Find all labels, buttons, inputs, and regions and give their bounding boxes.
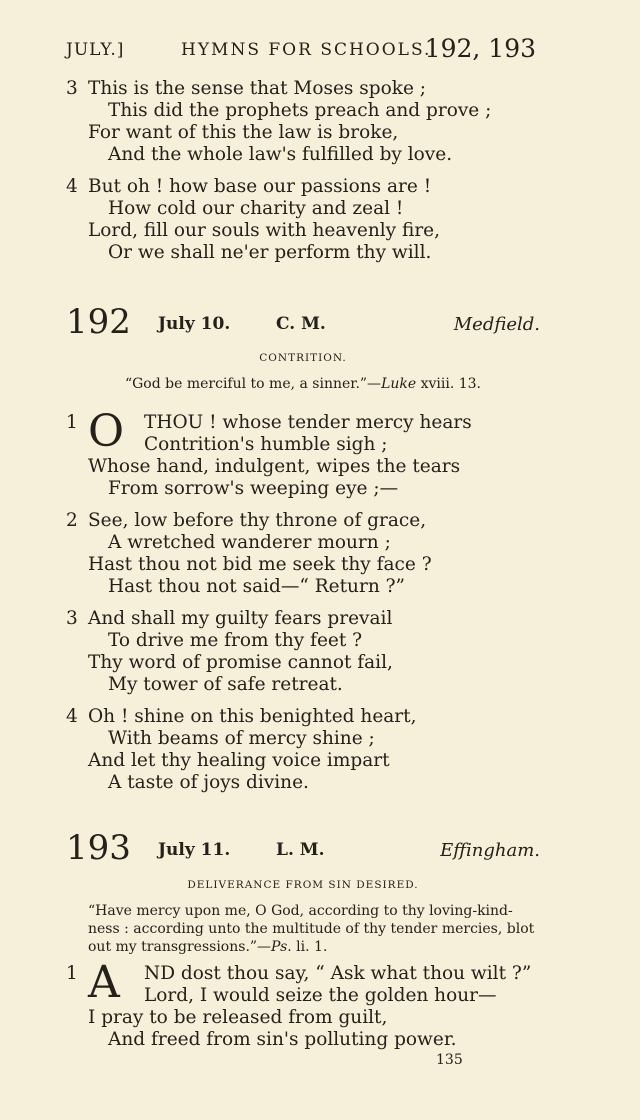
stanza-line: And the whole law's fulfilled by love. bbox=[108, 144, 453, 165]
hymn-192-stanza-1 bbox=[66, 406, 472, 500]
drop-cap: A bbox=[88, 957, 120, 1008]
stanza-line: See, low before thy throne of grace, bbox=[88, 510, 427, 531]
stanza-number: 4 bbox=[66, 706, 78, 727]
stanza-line: ND dost thou say, “ Ask what thou wilt ?” bbox=[144, 963, 532, 984]
scripture-line: “Have mercy upon me, O God, according to thy loving-kind- bbox=[88, 903, 513, 919]
scripture-line: ness : according unto the multitude of thy tender mercies, blot bbox=[88, 921, 535, 937]
stanza-line: How cold our charity and zeal ! bbox=[108, 198, 404, 219]
stanza-line: For want of this the law is broke, bbox=[88, 122, 399, 143]
stanza-number: 1 bbox=[66, 963, 78, 984]
hymn-meter: L. M. bbox=[276, 840, 325, 860]
running-head-title: HYMNS FOR SCHOOLS. bbox=[181, 40, 432, 60]
stanza-line: But oh ! how base our passions are ! bbox=[88, 176, 432, 197]
stanza-line: Contrition's humble sigh ; bbox=[144, 434, 388, 455]
stanza-line: And let thy healing voice impart bbox=[88, 750, 390, 771]
stanza-line: And freed from sin's polluting power. bbox=[108, 1029, 457, 1050]
stanza-line: Thy word of promise cannot fail, bbox=[88, 652, 393, 673]
stanza-line: To drive me from thy feet ? bbox=[108, 630, 363, 651]
hymn-date: July 10. bbox=[158, 314, 231, 334]
running-head-hymn-numbers: 192, 193 bbox=[424, 34, 536, 63]
scripture-text bbox=[88, 902, 540, 956]
hymn-193-header bbox=[66, 828, 540, 872]
stanza-line: Or we shall ne'er perform thy will. bbox=[108, 242, 432, 263]
hymn-193-stanza-1 bbox=[66, 957, 532, 1051]
stanza-number: 1 bbox=[66, 412, 78, 433]
hymn-number: 192 bbox=[66, 302, 131, 342]
stanza-number: 3 bbox=[66, 608, 78, 629]
hymn-number: 193 bbox=[66, 828, 131, 868]
stanza-line: This is the sense that Moses spoke ; bbox=[88, 78, 427, 99]
stanza-line: A taste of joys divine. bbox=[108, 772, 309, 793]
stanza-number: 2 bbox=[66, 510, 78, 531]
stanza-line: I pray to be released from guilt, bbox=[88, 1007, 388, 1028]
continued-stanza-3 bbox=[66, 78, 491, 166]
stanza-line: Lord, I would seize the golden hour— bbox=[144, 985, 497, 1006]
stanza-line: From sorrow's weeping eye ;— bbox=[108, 478, 399, 499]
hymn-192-stanza-3 bbox=[66, 608, 393, 696]
stanza-number: 3 bbox=[66, 78, 78, 99]
drop-cap: O bbox=[88, 406, 125, 457]
hymn-192-stanza-4 bbox=[66, 706, 416, 794]
stanza-line: And shall my guilty fears prevail bbox=[88, 608, 393, 629]
stanza-line: Hast thou not said—“ Return ?” bbox=[108, 576, 405, 597]
running-head-month: JULY.] bbox=[66, 40, 125, 60]
stanza-line: Hast thou not bid me seek thy face ? bbox=[88, 554, 432, 575]
hymn-tune: Medfield. bbox=[453, 314, 540, 335]
running-head bbox=[66, 34, 536, 64]
hymn-192-stanza-2 bbox=[66, 510, 432, 598]
continued-stanza-4 bbox=[66, 176, 440, 264]
scripture-line: out my transgressions.”— bbox=[88, 939, 272, 955]
scripture-ref: . li. 1. bbox=[287, 939, 328, 955]
scripture-book: Ps bbox=[271, 939, 288, 955]
stanza-line: THOU ! whose tender mercy hears bbox=[144, 412, 472, 433]
scripture-ref: xviii. 13. bbox=[416, 376, 482, 392]
stanza-line: Oh ! shine on this benighted heart, bbox=[88, 706, 417, 727]
hymn-subject: CONTRITION. bbox=[259, 352, 347, 364]
hymn-tune: Effingham. bbox=[440, 840, 540, 861]
stanza-line: Lord, fill our souls with heavenly fire, bbox=[88, 220, 440, 241]
page-number: 135 bbox=[436, 1052, 463, 1068]
hymn-date: July 11. bbox=[158, 840, 231, 860]
stanza-line: Whose hand, indulgent, wipes the tears bbox=[88, 456, 461, 477]
stanza-line: My tower of safe retreat. bbox=[108, 674, 343, 695]
scripture-text bbox=[66, 376, 540, 392]
stanza-number: 4 bbox=[66, 176, 78, 197]
stanza-line: A wretched wanderer mourn ; bbox=[108, 532, 391, 553]
scripture-book: Luke bbox=[381, 376, 417, 392]
hymn-subject: DELIVERANCE FROM SIN DESIRED. bbox=[187, 879, 419, 891]
stanza-line: With beams of mercy shine ; bbox=[108, 728, 375, 749]
stanza-line: This did the prophets preach and prove ; bbox=[108, 100, 492, 121]
hymn-meter: C. M. bbox=[276, 314, 326, 334]
scripture-quote: “God be merciful to me, a sinner.”— bbox=[124, 376, 382, 392]
hymn-192-header bbox=[66, 302, 540, 346]
